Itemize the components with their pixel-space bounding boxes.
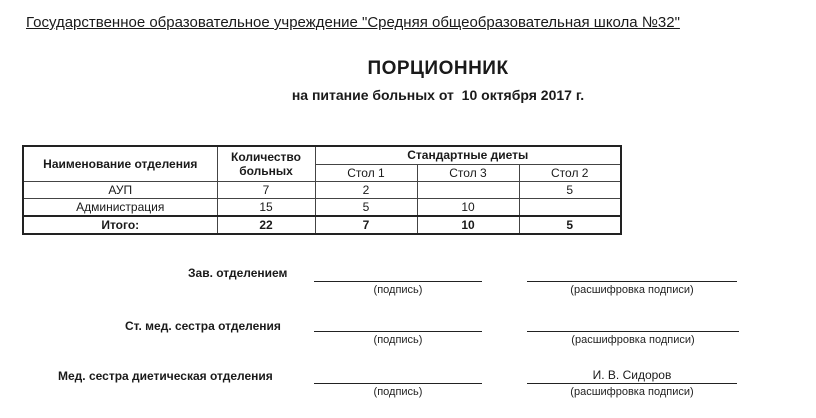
signature-caption-senior-nurse: (подпись) — [373, 334, 423, 346]
signature-line-diet-nurse[interactable] — [314, 383, 482, 384]
signature-label-head: Зав. отделением — [188, 266, 288, 280]
table-total-row — [23, 216, 621, 234]
row-count: 15 — [217, 199, 315, 217]
header-diet-3: Стол 3 — [417, 164, 519, 182]
signature-label-senior-nurse: Ст. мед. сестра отделения — [125, 319, 281, 333]
table-row — [23, 182, 621, 199]
decode-value-diet-nurse: И. В. Сидоров — [592, 368, 672, 382]
total-label: Итого: — [23, 216, 217, 234]
row-department: АУП — [23, 182, 217, 199]
total-diet-3: 10 — [417, 216, 519, 234]
table-row — [23, 199, 621, 217]
row-diet-2 — [519, 199, 621, 217]
decode-caption-senior-nurse: (расшифровка подписи) — [571, 334, 695, 346]
total-count: 22 — [217, 216, 315, 234]
signature-line-head[interactable] — [314, 281, 482, 282]
header-department: Наименование отделения — [23, 146, 217, 182]
document-title: ПОРЦИОННИК — [367, 58, 509, 79]
organization-name: Государственное образовательное учреждение "Средняя общеобразовательная школа №32" — [26, 14, 680, 31]
signature-caption-diet-nurse: (подпись) — [373, 386, 423, 398]
header-standard-diets: Стандартные диеты — [315, 146, 621, 164]
decode-line-head[interactable] — [527, 281, 737, 282]
header-diet-1: Стол 1 — [315, 164, 417, 182]
row-diet-3 — [417, 182, 519, 199]
signature-line-senior-nurse[interactable] — [314, 331, 482, 332]
row-diet-3: 10 — [417, 199, 519, 217]
decode-caption-head: (расшифровка подписи) — [570, 284, 694, 296]
signature-label-diet-nurse: Мед. сестра диетическая отделения — [58, 369, 273, 383]
header-patient-count: Количество больных — [217, 146, 315, 182]
signature-caption-head: (подпись) — [373, 284, 423, 296]
ration-table — [22, 145, 622, 235]
row-diet-1: 2 — [315, 182, 417, 199]
table-header-row — [23, 146, 621, 164]
decode-line-diet-nurse[interactable] — [527, 383, 737, 384]
row-count: 7 — [217, 182, 315, 199]
decode-line-senior-nurse[interactable] — [527, 331, 739, 332]
row-department: Администрация — [23, 199, 217, 217]
decode-caption-diet-nurse: (расшифровка подписи) — [570, 386, 694, 398]
document-subtitle: на питание больных от 10 октября 2017 г. — [291, 87, 585, 103]
row-diet-2: 5 — [519, 182, 621, 199]
total-diet-1: 7 — [315, 216, 417, 234]
header-diet-2: Стол 2 — [519, 164, 621, 182]
row-diet-1: 5 — [315, 199, 417, 217]
total-diet-2: 5 — [519, 216, 621, 234]
